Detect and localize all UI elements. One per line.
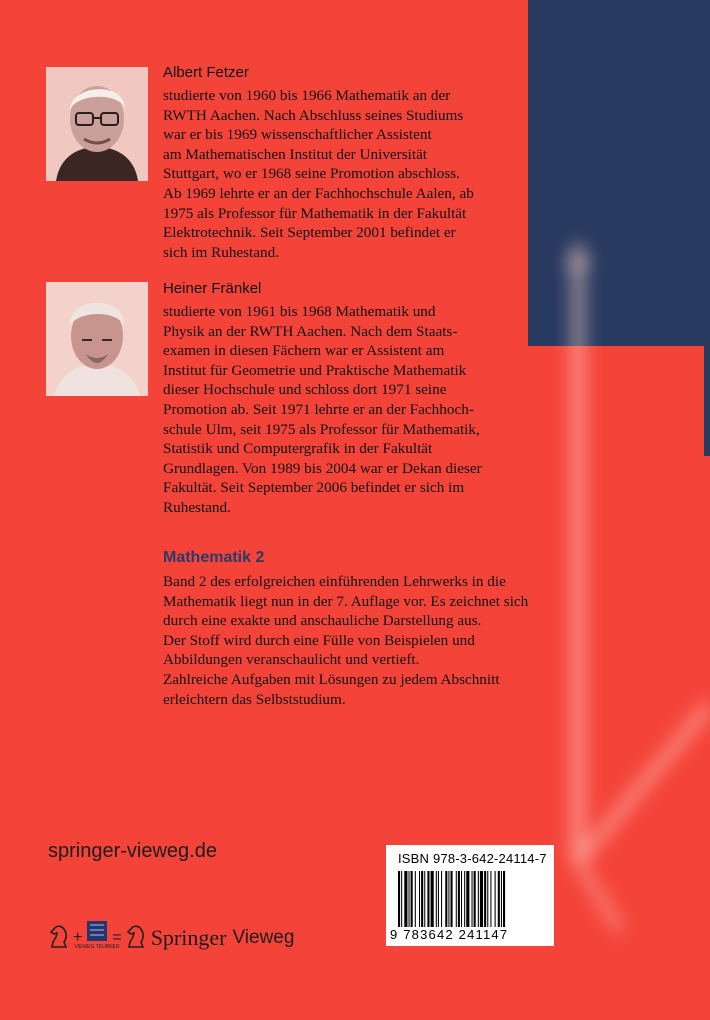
vieweg-teubner-logo-icon	[74, 921, 120, 956]
bio-line: Ab 1969 lehrte er an der Fachhochschule Aalen, ab	[163, 184, 474, 202]
book-title: Mathematik 2	[163, 549, 265, 566]
bio-line: examen in diesen Fächern war er Assistent am	[163, 342, 445, 360]
bio-line: 1975 als Professor für Mathematik in der Fakultät	[163, 204, 467, 222]
desc-line: Der Stoff wird durch eine Fülle von Beispielen und	[163, 631, 475, 649]
bio-line: Fakultät. Seit September 2006 befindet er sich im	[163, 479, 465, 497]
barcode-bar	[495, 871, 496, 927]
bio-line: schule Ulm, seit 1975 als Professor für Mathematik,	[163, 420, 480, 438]
vieweg-brand-text: Vieweg	[232, 927, 295, 948]
barcode-bar	[411, 871, 413, 927]
vieweg-teubner-logo-text: VIEWEG TEUBNER	[74, 943, 120, 950]
desc-line: Zahlreiche Aufgaben mit Lösungen zu jedem Abschnitt	[163, 670, 500, 688]
bio-line: studierte von 1960 bis 1966 Mathematik an der	[163, 87, 451, 104]
barcode-bar	[498, 871, 500, 927]
equals-sign: =	[112, 929, 122, 946]
bio-line: studierte von 1961 bis 1968 Mathematik und	[163, 303, 436, 320]
barcode-bar	[480, 871, 483, 927]
barcode-bar	[445, 871, 447, 927]
barcode-bar	[458, 871, 460, 927]
author-name: Heiner Fränkel	[163, 280, 262, 297]
barcode-bar	[448, 871, 449, 927]
springer-brand-text: Springer	[150, 925, 227, 950]
barcode-bar	[404, 871, 407, 927]
barcode-bar	[421, 871, 423, 927]
barcode-bar	[427, 871, 429, 927]
barcode-bar	[461, 871, 462, 927]
barcode-bar	[415, 871, 416, 927]
bio-line: Grundlagen. Von 1989 bis 2004 war er Dekan dieser	[163, 459, 482, 477]
desc-line: Mathematik liegt nun in der 7. Auflage vor. Es zeichnet sich	[163, 592, 529, 610]
barcode-bar	[464, 871, 465, 927]
author-photo-heiner-fraenkel	[46, 282, 148, 396]
author-bio	[163, 302, 503, 518]
barcode-bar	[478, 871, 479, 927]
barcode-bar	[401, 871, 402, 927]
bio-line: Ruhestand.	[163, 498, 231, 516]
bio-line: dieser Hochschule und schloss dort 1971 seine	[163, 381, 447, 399]
bio-line: Promotion ab. Seit 1971 lehrte er an der Fachhoch-	[163, 400, 474, 418]
barcode-bar	[490, 871, 491, 927]
isbn-barcode-box	[386, 845, 554, 946]
barcode-bar	[438, 871, 439, 927]
barcode-bar	[436, 871, 437, 927]
desc-line: erleichtern das Selbststudium.	[163, 690, 346, 708]
barcode-bar	[409, 871, 410, 927]
barcode-bar	[501, 871, 502, 927]
barcode-digits: 9 783642 241147	[390, 927, 509, 942]
bio-line: sich im Ruhestand.	[163, 243, 280, 261]
barcode-bar	[484, 871, 486, 927]
barcode-bar	[466, 871, 469, 927]
springer-knight-icon	[48, 923, 70, 954]
bio-line: Physik an der RWTH Aachen. Nach dem Staats-	[163, 322, 458, 340]
bio-line: Statistik und Computergrafik in der Fakultät	[163, 440, 433, 458]
bio-line: RWTH Aachen. Nach Abschluss seines Studiums	[163, 106, 464, 124]
barcode-bar	[472, 871, 473, 927]
publisher-website: springer-vieweg.de	[48, 840, 217, 862]
barcode-bar	[451, 871, 453, 927]
barcode	[398, 871, 544, 927]
bio-line: Elektrotechnik. Seit September 2001 befindet er	[163, 224, 456, 242]
author-name: Albert Fetzer	[163, 64, 249, 81]
book-description	[163, 572, 528, 709]
bio-line: Stuttgart, wo er 1968 seine Promotion abschloss.	[163, 165, 460, 183]
bio-line: war er bis 1969 wissenschaftlicher Assistent	[163, 126, 432, 144]
bio-line: am Mathematischen Institut der Universität	[163, 145, 428, 163]
desc-line: Abbildungen veranschaulicht und vertieft.	[163, 651, 420, 669]
isbn-label: ISBN 978-3-642-24114-7	[398, 851, 547, 866]
barcode-bar	[456, 871, 457, 927]
desc-line: durch eine exakte und anschauliche Darstellung aus.	[163, 612, 482, 630]
barcode-bar	[503, 871, 505, 927]
plus-sign: +	[73, 929, 83, 946]
barcode-bar	[487, 871, 488, 927]
barcode-bar	[419, 871, 420, 927]
bio-line: Institut für Geometrie und Praktische Mathematik	[163, 361, 467, 379]
springer-knight-icon	[125, 923, 147, 954]
publisher-logos	[48, 918, 294, 958]
barcode-bar	[398, 871, 400, 927]
barcode-bar	[474, 871, 476, 927]
author-photo-albert-fetzer	[46, 67, 148, 181]
author-bio	[163, 86, 503, 262]
barcode-bar	[431, 871, 434, 927]
barcode-bar	[441, 871, 442, 927]
barcode-bar	[424, 871, 425, 927]
desc-line: Band 2 des erfolgreichen einführenden Lehrwerks in die	[163, 573, 506, 590]
